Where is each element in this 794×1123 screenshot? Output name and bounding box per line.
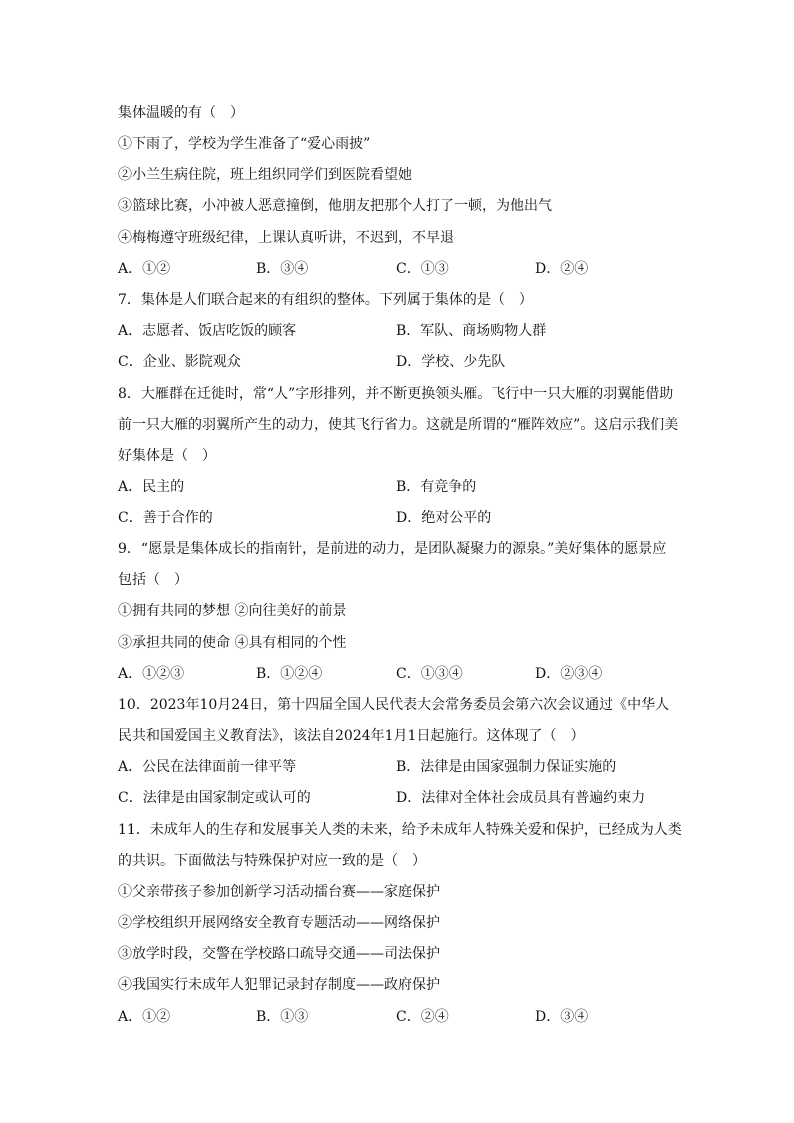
q6-item-3: ③篮球比赛，小冲被人恶意撞倒，他朋友把那个人打了一顿，为他出气: [118, 198, 552, 214]
q6-item-2: ②小兰生病住院，班上组织同学们到医院看望她: [118, 167, 412, 183]
q7-option-c[interactable]: C．企业、影院观众: [118, 354, 241, 370]
q11-option-a[interactable]: A．①②: [118, 1009, 171, 1025]
q7-option-d[interactable]: D．学校、少先队: [396, 354, 506, 370]
q10-option-c[interactable]: C．法律是由国家制定或认可的: [118, 790, 311, 806]
q6-option-a[interactable]: A．①②: [118, 261, 171, 277]
q9-item-row-2: ③承担共同的使命 ④具有相同的个性: [118, 635, 347, 651]
q8-option-c[interactable]: C．善于合作的: [118, 510, 213, 526]
q11-item-2: ②学校组织开展网络安全教育专题活动——网络保护: [118, 915, 440, 931]
q9-option-d[interactable]: D．②③④: [535, 666, 603, 682]
q8-option-d[interactable]: D．绝对公平的: [396, 510, 492, 526]
q8-option-a[interactable]: A．民主的: [118, 479, 185, 495]
q6-option-c[interactable]: C．①③: [396, 261, 449, 277]
q9-item-row-1: ①拥有共同的梦想 ②向往美好的前景: [118, 603, 347, 619]
q11-option-c[interactable]: C．②④: [396, 1009, 449, 1025]
q10-option-b[interactable]: B．法律是由国家强制力保证实施的: [396, 759, 617, 775]
q6-stem-tail: 集体温暖的有（ ）: [118, 105, 244, 121]
q10-stem-line-1: 10．2023年10月24日，第十四届全国人民代表大会常务委员会第六次会议通过《中华人: [118, 697, 670, 713]
q9-option-a[interactable]: A．①②③: [118, 666, 185, 682]
q7-option-a[interactable]: A．志愿者、饭店吃饭的顾客: [118, 323, 297, 339]
q6-option-b[interactable]: B．③④: [256, 261, 309, 277]
q11-item-4: ④我国实行未成年人犯罪记录封存制度——政府保护: [118, 977, 440, 993]
q9-stem-line-1: 9．“愿景是集体成长的指南针，是前进的动力，是团队凝聚力的源泉。”美好集体的愿景应: [118, 541, 667, 557]
q6-item-4: ④梅梅遵守班级纪律，上课认真听讲，不迟到，不早退: [118, 230, 454, 246]
q10-stem-line-2: 民共和国爱国主义教育法》，该法自2024年1月1日起施行。这体现了（ ）: [118, 728, 585, 744]
q6-item-1: ①下雨了，学校为学生准备了“爱心雨披”: [118, 136, 371, 152]
q11-stem-line-2: 的共识。下面做法与特殊保护对应一致的是（ ）: [118, 853, 426, 869]
q8-stem-line-1: 8．大雁群在迁徙时，常“人”字形排列，并不断更换领头雁。飞行中一只大雁的羽翼能借助: [118, 386, 674, 402]
q9-stem-line-2: 包括（ ）: [118, 572, 188, 588]
q6-option-d[interactable]: D．②④: [535, 261, 589, 277]
q11-option-d[interactable]: D．③④: [535, 1009, 589, 1025]
q7-stem: 7．集体是人们联合起来的有组织的整体。下列属于集体的是（ ）: [118, 292, 533, 308]
q7-option-b[interactable]: B．军队、商场购物人群: [396, 323, 547, 339]
q8-stem-line-2: 前一只大雁的羽翼所产生的动力，使其飞行省力。这就是所谓的“雁阵效应”。这启示我们美: [118, 417, 679, 433]
q9-option-c[interactable]: C．①③④: [396, 666, 463, 682]
q11-option-b[interactable]: B．①③: [256, 1009, 309, 1025]
q8-option-b[interactable]: B．有竞争的: [396, 479, 477, 495]
q8-stem-line-3: 好集体是（ ）: [118, 448, 216, 464]
q10-option-a[interactable]: A．公民在法律面前一律平等: [118, 759, 297, 775]
q11-stem-line-1: 11．未成年人的生存和发展事关人类的未来，给予未成年人特殊关爱和保护，已经成为人类: [118, 822, 682, 838]
q11-item-3: ③放学时段，交警在学校路口疏导交通——司法保护: [118, 946, 440, 962]
q10-option-d[interactable]: D．法律对全体社会成员具有普遍约束力: [396, 790, 646, 806]
q9-option-b[interactable]: B．①②④: [256, 666, 323, 682]
q11-item-1: ①父亲带孩子参加创新学习活动擂台赛——家庭保护: [118, 884, 440, 900]
